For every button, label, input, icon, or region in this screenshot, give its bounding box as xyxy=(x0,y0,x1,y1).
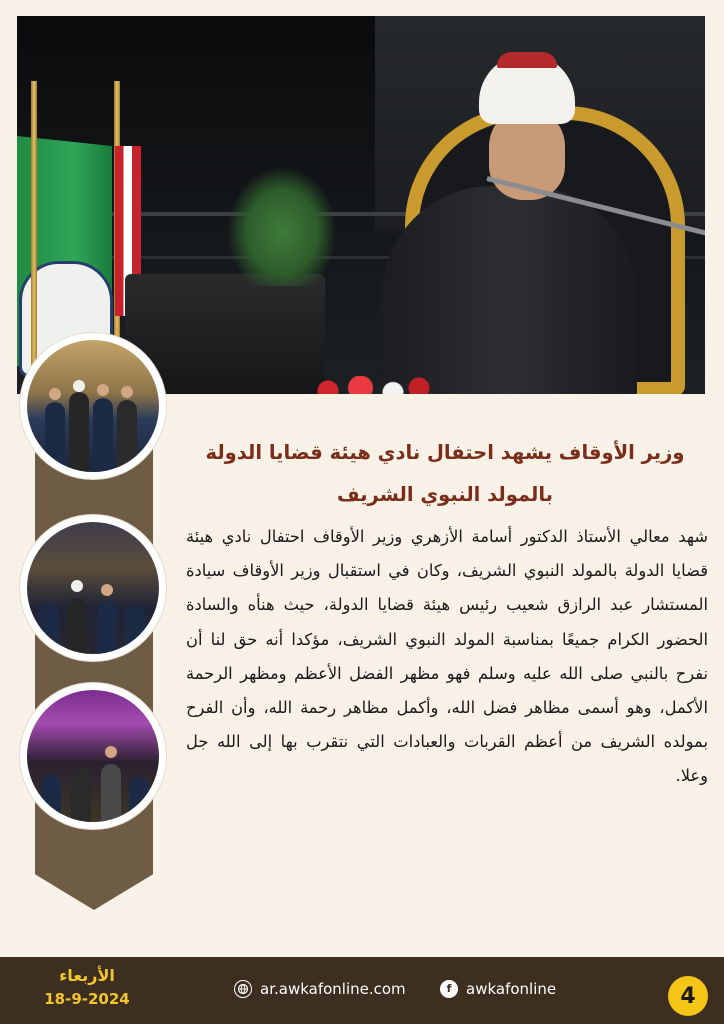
person-head xyxy=(101,584,113,596)
web-icon xyxy=(234,980,252,998)
person-figure xyxy=(41,774,61,822)
person-figure xyxy=(101,764,121,822)
article-body: شهد معالي الأستاذ الدكتور أسامة الأزهري وزير الأوقاف احتفال نادي هيئة قضايا الدولة بالمولد النبوي الشريف، وكان في استقبال وزير الأوقاف سيادة المستشار عبد الرازق شعيب رئيس هيئة قضايا الدولة، حيث هنأه والسادة الحضور الكرام جميعًا بمناسبة المولد النبوي الشريف، مؤكدا أنه حق لنا أن نفرح بالنبي صلى الله عليه وسلم فهو مظهر الفضل الأعظم ومظهر الرحمة الأكمل، وهو أسمى مظاهر فضل الله، وأكمل مظاهر رحمة الله، وأن الفرح بمولده الشريف من أعظم القربات والعبادات التي نتقرب بها إلى الله جل وعلا. xyxy=(186,527,708,786)
person-figure xyxy=(117,400,137,472)
weekday-label: الأربعاء xyxy=(59,966,115,985)
thumbnail-photo-3 xyxy=(20,683,166,829)
thumbnail-image xyxy=(27,522,159,654)
person-figure xyxy=(45,402,65,472)
turban-red-cap xyxy=(497,52,557,68)
person-figure xyxy=(97,602,117,654)
website-link[interactable] xyxy=(234,979,406,999)
article-title: وزير الأوقاف يشهد احتفال نادي هيئة قضايا الدولة بالمولد النبوي الشريف xyxy=(205,441,685,506)
person-figure xyxy=(71,768,91,822)
person-figure xyxy=(39,604,59,654)
facebook-icon: f xyxy=(440,980,458,998)
thumbnail-photo-2 xyxy=(20,515,166,661)
person-figure xyxy=(69,392,89,472)
person-figure xyxy=(67,598,87,654)
thumbnail-image xyxy=(27,690,159,822)
facebook-link[interactable] xyxy=(440,979,556,999)
person-head xyxy=(121,386,133,398)
website-url: ar.awkafonline.com xyxy=(260,980,406,998)
thumbnail-image xyxy=(27,340,159,472)
page-number-badge: 4 xyxy=(668,976,708,1016)
thumbnail-photo-1 xyxy=(20,333,166,479)
footer-bar xyxy=(0,957,724,1024)
minister-figure xyxy=(382,186,637,394)
person-head xyxy=(49,388,61,400)
date-block xyxy=(22,965,152,1011)
person-head xyxy=(97,384,109,396)
date-label: 18-9-2024 xyxy=(44,990,130,1008)
person-figure xyxy=(93,398,113,472)
person-figure xyxy=(129,776,149,822)
person-head xyxy=(105,746,117,758)
person-head xyxy=(71,580,83,592)
person-figure xyxy=(125,606,145,654)
flowers xyxy=(302,376,432,394)
globe-glyph xyxy=(237,983,249,995)
facebook-handle: awkafonline xyxy=(466,980,557,998)
plant xyxy=(227,166,337,286)
person-head xyxy=(73,380,85,392)
flag-pole xyxy=(31,81,37,381)
